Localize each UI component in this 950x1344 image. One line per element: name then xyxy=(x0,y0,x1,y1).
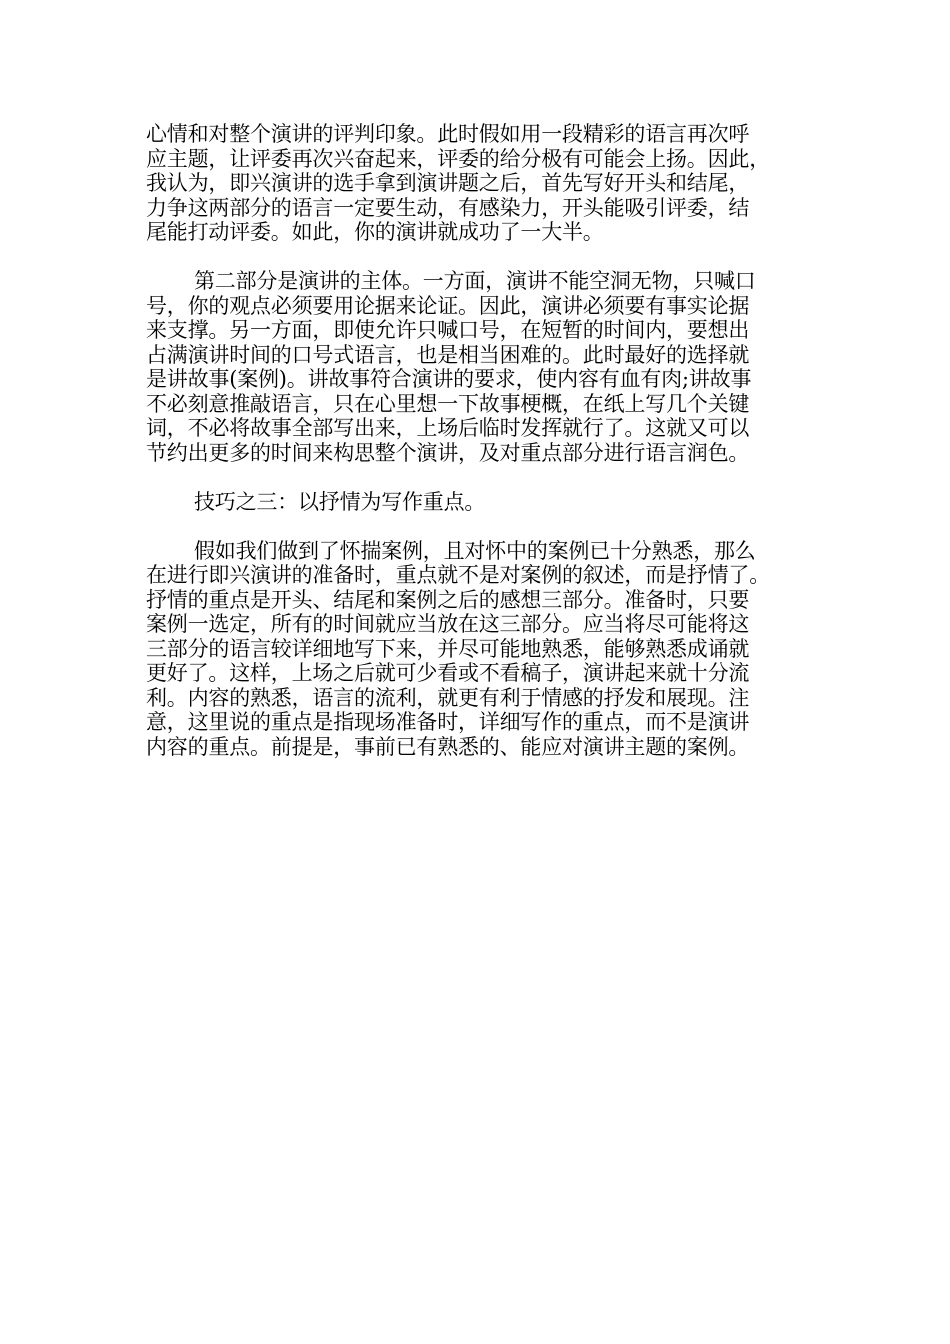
text-line: 案例一选定，所有的时间就应当放在这三部分。应当将尽可能将这 xyxy=(146,612,750,636)
paragraph-1 xyxy=(146,122,818,245)
text-line: 号，你的观点必须要用论据来论证。因此，演讲必须要有事实论据 xyxy=(146,293,750,318)
document-body xyxy=(146,122,818,759)
text-line: 应主题，让评委再次兴奋起来，评委的给分极有可能会上扬。因此， xyxy=(146,146,770,171)
text-line: 更好了。这样，上场之后就可少看或不看稿子，演讲起来就十分流 xyxy=(146,661,750,685)
paragraph-2 xyxy=(146,269,818,465)
text-line: 三部分的语言较详细地写下来，并尽可能地熟悉，能够熟悉成诵就 xyxy=(146,636,750,661)
text-line: 心情和对整个演讲的评判印象。此时假如用一段精彩的语言再次呼 xyxy=(146,122,750,146)
section-heading: 技巧之三：以抒情为写作重点。 xyxy=(194,489,486,514)
text-line: 利。内容的熟悉，语言的流利，就更有利于情感的抒发和展现。注 xyxy=(146,685,750,710)
text-line: 假如我们做到了怀揣案例，且对怀中的案例已十分熟悉，那么 xyxy=(194,538,756,563)
paragraph-3-heading xyxy=(146,490,818,515)
paragraph-spacer xyxy=(146,514,818,539)
text-line: 内容的重点。前提是，事前已有熟悉的、能应对演讲主题的案例。 xyxy=(146,734,750,759)
text-line: 第二部分是演讲的主体。一方面，演讲不能空洞无物，只喊口 xyxy=(194,269,756,293)
paragraph-spacer xyxy=(146,465,818,490)
text-line: 力争这两部分的语言一定要生动，有感染力，开头能吸引评委，结 xyxy=(146,195,750,220)
text-line: 抒情的重点是开头、结尾和案例之后的感想三部分。准备时，只要 xyxy=(146,587,750,612)
text-line: 节约出更多的时间来构思整个演讲，及对重点部分进行语言润色。 xyxy=(146,440,750,465)
text-line: 我认为，即兴演讲的选手拿到演讲题之后，首先写好开头和结尾， xyxy=(146,171,750,195)
text-line: 尾能打动评委。如此，你的演讲就成功了一大半。 xyxy=(146,220,604,244)
text-line: 来支撑。另一方面，即使允许只喊口号，在短暂的时间内，要想出 xyxy=(146,318,750,342)
text-line: 不必刻意推敲语言，只在心里想一下故事梗概，在纸上写几个关键 xyxy=(146,391,750,416)
paragraph-4 xyxy=(146,539,818,760)
text-line: 在进行即兴演讲的准备时，重点就不是对案例的叙述，而是抒情了。 xyxy=(146,563,770,587)
text-line: 是讲故事(案例)。讲故事符合演讲的要求，使内容有血有肉;讲故事 xyxy=(146,367,752,391)
text-line: 词，不必将故事全部写出来，上场后临时发挥就行了。这就又可以 xyxy=(146,416,750,440)
paragraph-spacer xyxy=(146,245,818,270)
text-line: 意，这里说的重点是指现场准备时，详细写作的重点，而不是演讲 xyxy=(146,710,750,734)
text-line: 占满演讲时间的口号式语言，也是相当困难的。此时最好的选择就 xyxy=(146,342,750,367)
